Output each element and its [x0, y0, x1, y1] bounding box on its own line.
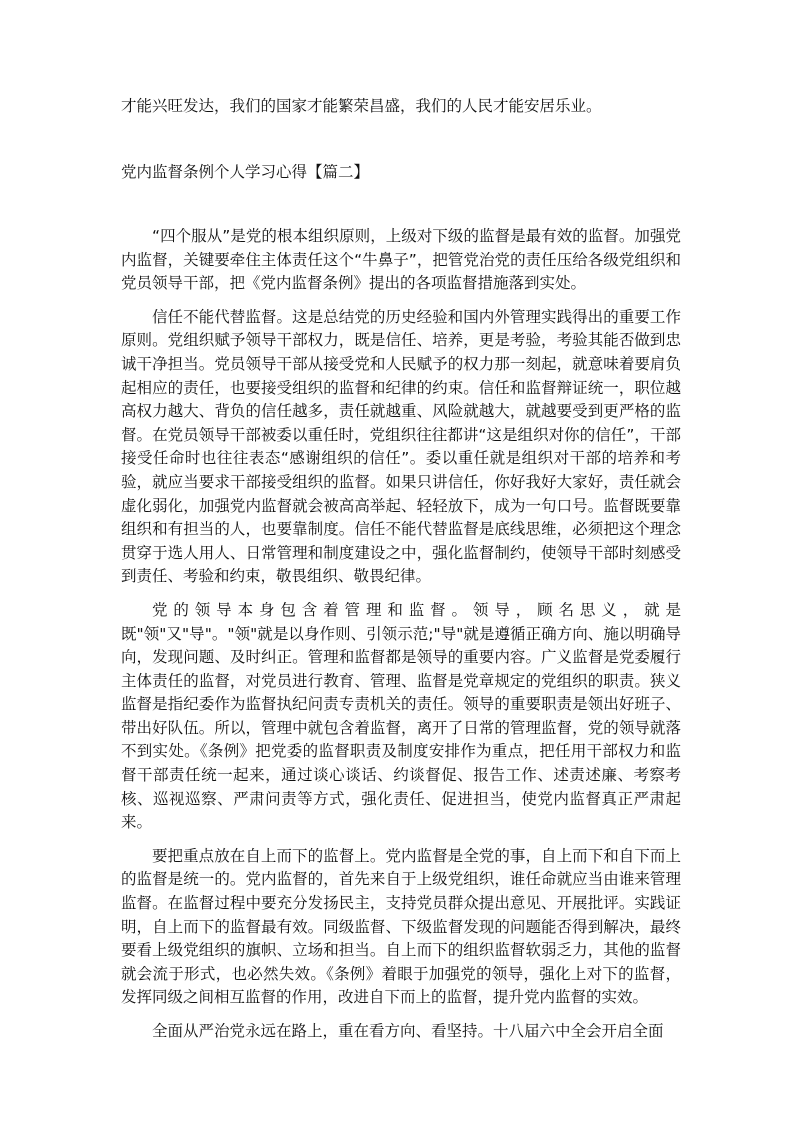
- article-body: [121, 225, 681, 1054]
- paragraph: “四个服从”是党的根本组织原则，上级对下级的监督是最有效的监督。加强党内监督，关键要牵住主体责任这个“牛鼻子”，把管党治党的责任压给各级党组织和党员领导干部，把《党内监督条例》提出的各项监督措施落到实处。: [121, 227, 681, 293]
- paragraph: 全面从严治党永远在路上，重在看方向、看坚持。十八届六中全会开启全面: [152, 1022, 664, 1040]
- continuation-text: 才能兴旺发达，我们的国家才能繁荣昌盛，我们的人民才能安居乐业。: [121, 97, 602, 115]
- paragraph: 信任不能代替监督。这是总结党的历史经验和国内外管理实践得出的重要工作原则。党组织赋予领导干部权力，既是信任、培养，更是考验，考验其能否做到忠诚干净担当。党员领导干部从接受党和人民赋予的权力那一刻起，就意味着要肩负起相应的责任，也要接受组织的监督和纪律的约束。信任和监督辩证统一，职位越高权力越大、背负的信任越多，责任就越重、风险就越大，就越要受到更严格的监督。在党员领导干部被委以重任时，党组织往往都讲“这是组织对你的信任”，干部接受任命时也往往表态“感谢组织的信任”。委以重任就是组织对干部的培养和考验，就应当要求干部接受组织的监督。如果只讲信任，你好我好大家好，责任就会虚化弱化，加强党内监督就会被高高举起、轻轻放下，成为一句口号。监督既要靠组织和有担当的人，也要靠制度。信任不能代替监督是底线思维，必须把这个理念贯穿于选人用人、日常管理和制度建设之中，强化监督制约，使领导干部时刻感受到责任、考验和约束，敬畏组织、敬畏纪律。: [121, 307, 681, 586]
- section-title: 党内监督条例个人学习心得【篇二】: [121, 163, 370, 181]
- paragraph: 要把重点放在自上而下的监督上。党内监督是全党的事，自上而下和自下而上的监督是统一的。党内监督的，首先来自于上级党组织，谁任命就应当由谁来管理监督。在监督过程中要充分发扬民主，支持党员群众提出意见、开展批评。实践证明，自上而下的监督最有效。同级监督、下级监督发现的问题能否得到解决，最终要看上级党组织的旗帜、立场和担当。自上而下的组织监督软弱乏力，其他的监督就会流于形式，也必然失效。《条例》着眼于加强党的领导，强化上对下的监督，发挥同级之间相互监督的作用，改进自下而上的监督，提升党内监督的实效。: [121, 846, 681, 1007]
- paragraph: 党的领导本身包含着管理和监督。领导，顾名思义，就是既"领"又"导"。"领"就是以身作则、引领示范;"导"就是遵循正确方向、施以明确导向，发现问题、及时纠正。管理和监督都是领导的重要内容。广义监督是党委履行主体责任的监督，对党员进行教育、管理、监督是党章规定的党组织的职责。狭义监督是指纪委作为监督执纪问责专责机关的责任。领导的重要职责是领出好班子、带出好队伍。所以，管理中就包含着监督，离开了日常的管理监督，党的领导就落不到实处。《条例》把党委的监督职责及制度安排作为重点，把任用干部权力和监督干部责任统一起来，通过谈心谈话、约谈督促、报告工作、述责述廉、考察考核、巡视巡察、严肃问责等方式，强化责任、促进担当，使党内监督真正严肃起来。: [121, 600, 681, 832]
